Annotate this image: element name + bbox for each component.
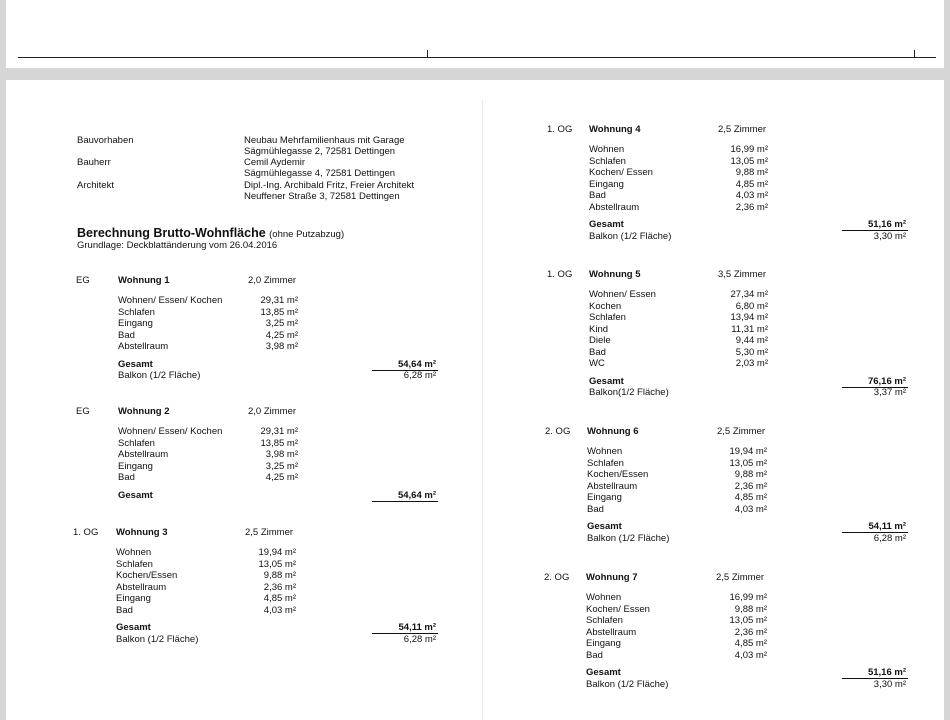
room-name: Eingang	[118, 460, 153, 472]
field-value: Dipl.-Ing. Archibald Fritz, Freier Architekt	[244, 180, 414, 191]
floor-label: 1. OG	[73, 527, 99, 538]
room-name: Wohnen	[586, 592, 622, 603]
total-label: Gesamt	[589, 375, 624, 387]
room-name: Abstellraum	[118, 341, 169, 352]
field-label: Bauherr	[77, 157, 111, 168]
balcony-label: Balkon(1/2 Fläche)	[589, 387, 669, 398]
room-name: Schlafen	[586, 615, 623, 626]
room-area: 4,85 m²	[734, 492, 767, 503]
room-area: 4,03 m²	[734, 649, 767, 661]
balcony-label: Balkon (1/2 Fläche)	[589, 230, 672, 242]
room-area: 4,03 m²	[263, 604, 296, 616]
balcony-area: 6,28 m²	[403, 370, 436, 381]
room-name: Wohnen	[116, 547, 152, 558]
room-name: Abstellraum	[589, 201, 640, 213]
room-area: 11,31 m²	[731, 323, 768, 335]
room-area: 2,36 m²	[734, 480, 767, 492]
room-name: Wohnen/ Essen/ Kochen	[118, 426, 223, 437]
room-area: 5,30 m²	[735, 346, 768, 358]
rooms-count: 2,5 Zimmer	[718, 124, 767, 135]
room-name: Bad	[587, 503, 604, 515]
calculation-heading-note: (ohne Putzabzug)	[269, 229, 345, 240]
room-area: 9,88 m²	[734, 603, 767, 615]
room-area: 2,36 m²	[735, 201, 768, 213]
field-value: Neuffener Straße 3, 72581 Dettingen	[244, 191, 400, 202]
room-area: 9,88 m²	[734, 469, 767, 480]
floor-label: EG	[76, 406, 90, 417]
room-area: 27,34 m²	[730, 289, 768, 300]
balcony-area: 6,28 m²	[403, 633, 436, 645]
apartment-name: Wohnung 5	[589, 269, 641, 280]
room-name: Bad	[586, 649, 603, 661]
room-area: 29,31 m²	[260, 426, 298, 437]
room-name: Diele	[589, 335, 611, 346]
room-area: 2,03 m²	[735, 358, 768, 369]
total-area: 54,11 m²	[398, 622, 436, 633]
room-area: 4,03 m²	[735, 190, 768, 201]
balcony-label: Balkon (1/2 Fläche)	[587, 532, 670, 544]
room-name: Wohnen	[589, 144, 625, 155]
room-area: 9,88 m²	[735, 167, 768, 178]
room-name: Eingang	[116, 593, 151, 604]
total-label: Gesamt	[589, 219, 624, 230]
room-name: Kind	[589, 323, 609, 335]
floor-label: 2. OG	[545, 426, 571, 437]
room-name: Bad	[589, 190, 606, 201]
field-value: Neubau Mehrfamilienhaus mit Garage	[244, 135, 405, 146]
room-area: 16,99 m²	[730, 144, 768, 155]
page-rule	[18, 57, 936, 58]
balcony-area: 3,30 m²	[873, 678, 906, 690]
apartment-name: Wohnung 1	[118, 275, 170, 286]
field-label: Architekt	[77, 180, 114, 191]
balcony-area: 3,30 m²	[873, 230, 906, 242]
document-page	[6, 80, 944, 720]
floor-label: 1. OG	[547, 124, 573, 135]
room-name: Eingang	[587, 492, 622, 503]
previous-page-strip	[6, 0, 944, 68]
field-value: Sägmühlegasse 4, 72581 Dettingen	[244, 168, 396, 179]
calculation-heading: Berechnung Brutto-Wohnfläche	[77, 226, 266, 240]
room-name: Wohnen	[587, 446, 623, 457]
room-area: 4,85 m²	[263, 593, 296, 604]
room-area: 2,36 m²	[263, 581, 296, 593]
room-name: Kochen/ Essen	[589, 167, 653, 178]
page-fold	[482, 100, 483, 720]
total-label: Gesamt	[118, 358, 153, 370]
room-name: Schlafen	[587, 457, 624, 469]
field-value: Sägmühlegasse 2, 72581 Dettingen	[244, 146, 396, 157]
room-area: 19,94 m²	[258, 547, 296, 558]
room-name: Wohnen/ Essen	[589, 289, 656, 300]
room-area: 13,05 m²	[729, 615, 767, 626]
total-underline	[372, 501, 438, 502]
room-name: Kochen	[589, 300, 622, 312]
room-name: Kochen/Essen	[587, 469, 649, 480]
room-area: 13,05 m²	[730, 155, 768, 167]
room-name: Schlafen	[116, 558, 153, 570]
rooms-count: 2,5 Zimmer	[717, 426, 766, 437]
room-area: 4,25 m²	[265, 472, 298, 483]
total-area: 76,16 m²	[867, 375, 906, 387]
apartment-name: Wohnung 2	[118, 406, 170, 417]
room-name: Abstellraum	[118, 449, 169, 460]
room-area: 16,99 m²	[729, 592, 767, 603]
room-area: 13,94 m²	[730, 312, 768, 323]
room-area: 3,25 m²	[265, 460, 298, 472]
room-name: Schlafen	[589, 155, 626, 167]
total-area: 51,16 m²	[867, 219, 906, 230]
total-area: 54,11 m²	[868, 521, 906, 532]
room-area: 3,25 m²	[265, 318, 298, 329]
room-area: 29,31 m²	[260, 295, 298, 306]
floor-label: 1. OG	[547, 269, 573, 280]
room-name: Schlafen	[118, 306, 155, 318]
room-area: 9,44 m²	[735, 335, 768, 346]
apartment-name: Wohnung 6	[587, 426, 639, 437]
total-area: 54,64 m²	[397, 489, 436, 501]
room-name: WC	[589, 358, 605, 369]
room-name: Wohnen/ Essen/ Kochen	[118, 295, 223, 306]
rooms-count: 2,0 Zimmer	[248, 406, 297, 417]
room-area: 4,85 m²	[734, 638, 767, 649]
room-area: 2,36 m²	[734, 626, 767, 638]
field-value: Cemil Aydemir	[244, 157, 306, 168]
room-area: 3,98 m²	[265, 449, 298, 460]
room-name: Eingang	[118, 318, 153, 329]
room-area: 13,05 m²	[729, 457, 767, 469]
total-label: Gesamt	[587, 521, 622, 532]
rooms-count: 2,5 Zimmer	[245, 527, 294, 538]
room-area: 13,85 m²	[260, 437, 298, 449]
room-name: Eingang	[586, 638, 621, 649]
rule-tick	[427, 50, 428, 58]
room-name: Abstellraum	[116, 581, 167, 593]
room-area: 6,80 m²	[735, 300, 768, 312]
room-name: Kochen/Essen	[116, 570, 178, 581]
room-name: Abstellraum	[586, 626, 637, 638]
room-area: 4,25 m²	[265, 329, 298, 341]
room-area: 4,03 m²	[734, 503, 767, 515]
room-area: 19,94 m²	[729, 446, 767, 457]
room-area: 3,98 m²	[265, 341, 298, 352]
total-area: 51,16 m²	[867, 667, 906, 678]
total-area: 54,64 m²	[397, 358, 436, 370]
balcony-label: Balkon (1/2 Fläche)	[118, 370, 201, 381]
apartment-name: Wohnung 4	[589, 124, 641, 135]
balcony-label: Balkon (1/2 Fläche)	[116, 633, 199, 645]
room-name: Schlafen	[589, 312, 626, 323]
apartment-name: Wohnung 3	[116, 527, 168, 538]
room-name: Abstellraum	[587, 480, 638, 492]
total-label: Gesamt	[118, 489, 153, 501]
apartment-name: Wohnung 7	[586, 572, 638, 583]
room-name: Bad	[589, 346, 606, 358]
room-name: Bad	[118, 472, 135, 483]
balcony-area: 6,28 m²	[873, 532, 906, 544]
balcony-area: 3,37 m²	[873, 387, 906, 398]
rooms-count: 2,0 Zimmer	[248, 275, 297, 286]
floor-label: EG	[76, 275, 90, 286]
calculation-basis: Grundlage: Deckblattänderung vom 26.04.2016	[77, 240, 278, 251]
room-area: 4,85 m²	[735, 178, 768, 190]
room-name: Bad	[118, 329, 135, 341]
rule-tick	[914, 50, 915, 58]
rooms-count: 3,5 Zimmer	[718, 269, 767, 280]
balcony-label: Balkon (1/2 Fläche)	[586, 678, 669, 690]
total-label: Gesamt	[116, 622, 151, 633]
room-area: 13,85 m²	[260, 306, 298, 318]
room-name: Schlafen	[118, 437, 155, 449]
room-area: 13,05 m²	[258, 558, 296, 570]
room-name: Kochen/ Essen	[586, 603, 650, 615]
room-name: Bad	[116, 604, 133, 616]
rooms-count: 2,5 Zimmer	[716, 572, 765, 583]
floor-label: 2. OG	[544, 572, 570, 583]
total-label: Gesamt	[586, 667, 621, 678]
room-area: 9,88 m²	[263, 570, 296, 581]
room-name: Eingang	[589, 178, 624, 190]
field-label: Bauvorhaben	[77, 135, 134, 146]
